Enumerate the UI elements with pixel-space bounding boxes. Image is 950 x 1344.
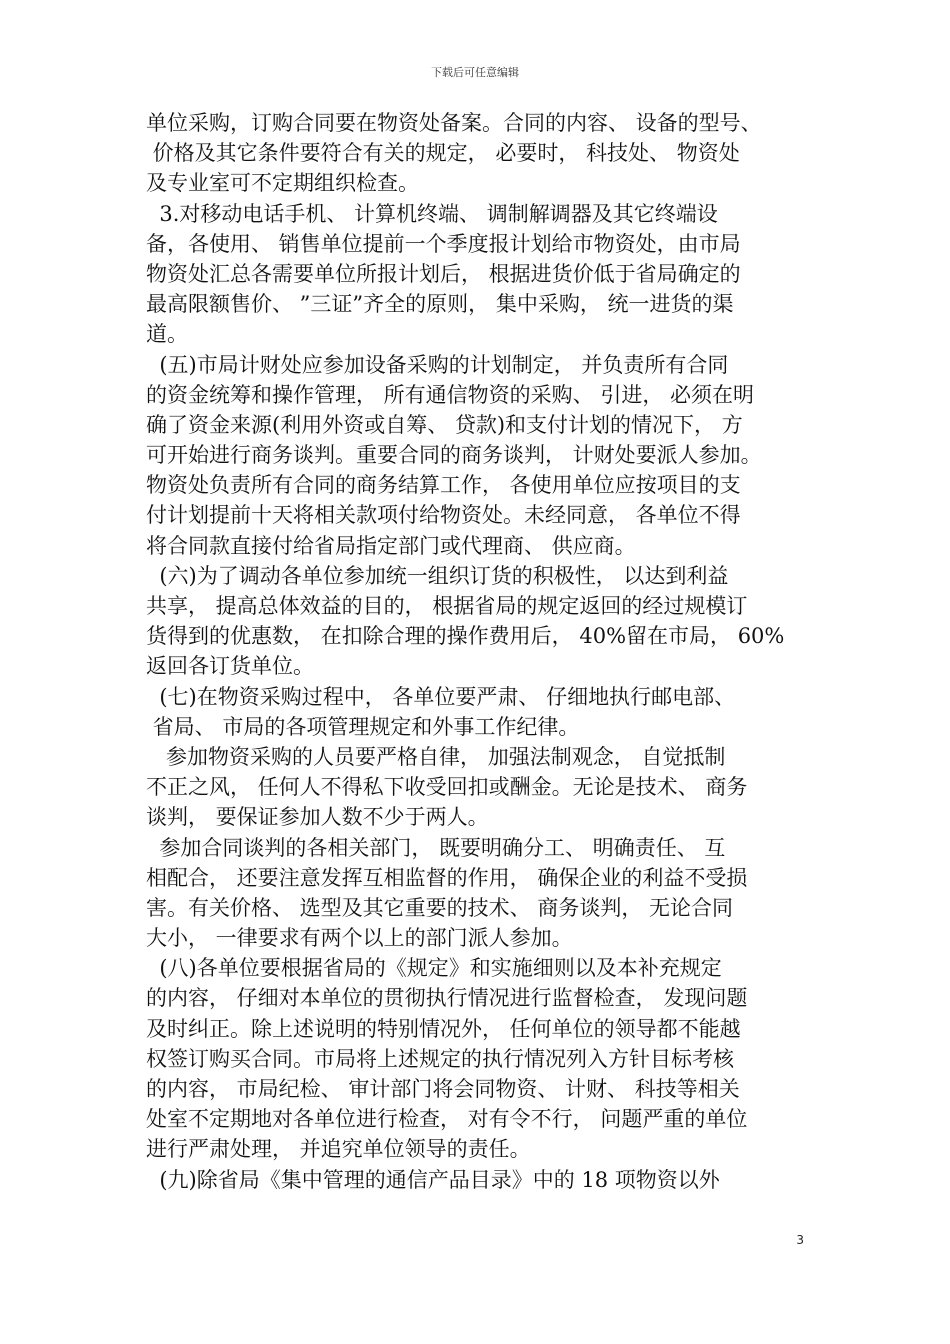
- text-line: 物资处负责所有合同的商务结算工作， 各使用单位应按项目的支: [146, 473, 741, 498]
- text-line: 参加合同谈判的各相关部门， 既要明确分工、 明确责任、 互: [146, 835, 726, 860]
- text-line: 参加物资采购的人员要严格自律， 加强法制观念， 自觉抵制: [146, 744, 726, 769]
- text-line: 进行严肃处理， 并追究单位领导的责任。: [146, 1137, 531, 1162]
- text-line: 物资处汇总各需要单位所报计划后， 根据进货价低于省局确定的: [146, 261, 741, 286]
- text-line: 价格及其它条件要符合有关的规定， 必要时， 科技处、 物资处: [146, 141, 740, 166]
- text-line: 备，各使用、 销售单位提前一个季度报计划给市物资处，由市局: [146, 231, 741, 256]
- text-line: (五)市局计财处应参加设备采购的计划制定， 并负责所有合同: [146, 352, 729, 377]
- text-line: 省局、 市局的各项管理规定和外事工作纪律。: [146, 714, 580, 739]
- text-line: 共享， 提高总体效益的目的， 根据省局的规定返回的经过规模订: [146, 594, 748, 618]
- text-line: (七)在物资采购过程中， 各单位要严肃、 仔细地执行邮电部、: [146, 684, 736, 709]
- text-line: 及时纠正。除上述说明的特别情况外， 任何单位的领导都不能越: [146, 1016, 741, 1041]
- text-line: 将合同款直接付给省局指定部门或代理商、 供应商。: [146, 533, 636, 558]
- text-line: 及专业室可不定期组织检查。: [146, 171, 419, 196]
- text-line: (六)为了调动各单位参加统一组织订货的积极性， 以达到利益: [146, 563, 729, 588]
- text-line: (九)除省局《集中管理的通信产品目录》中的 18 项物资以外: [146, 1167, 720, 1192]
- document-body: [146, 108, 816, 1195]
- text-line: 权签订购买合同。市局将上述规定的执行情况列入方针目标考核: [146, 1046, 734, 1071]
- text-line: 确了资金来源(利用外资或自筹、 贷款)和支付计划的情况下， 方: [146, 412, 743, 437]
- text-line: 谈判， 要保证参加人数不少于两人。: [146, 805, 489, 830]
- text-line: 货得到的优惠数， 在扣除合理的操作费用后， 40%留在市局， 60%: [146, 624, 785, 649]
- text-line: 相配合， 还要注意发挥互相监督的作用， 确保企业的利益不受损: [146, 865, 748, 890]
- text-line: 付计划提前十天将相关款项付给物资处。未经同意， 各单位不得: [146, 503, 741, 528]
- text-line: 处室不定期地对各单位进行检查， 对有令不行， 问题严重的单位: [146, 1107, 748, 1132]
- text-line: 不正之风， 任何人不得私下收受回扣或酬金。无论是技术、 商务: [146, 775, 748, 800]
- text-line: 的资金统筹和操作管理， 所有通信物资的采购、 引进， 必须在明: [146, 382, 755, 407]
- text-line: 单位采购，订购合同要在物资处备案。合同的内容、 设备的型号、: [146, 111, 762, 135]
- text-line: 可开始进行商务谈判。重要合同的商务谈判， 计财处要派人参加。: [146, 443, 762, 468]
- text-line: 道。: [146, 322, 188, 347]
- page-header: 下载后可任意编辑: [431, 66, 519, 79]
- text-line: 的内容， 仔细对本单位的贯彻执行情况进行监督检查， 发现问题: [146, 986, 748, 1011]
- text-line: 的内容， 市局纪检、 审计部门将会同物资、 计财、 科技等相关: [146, 1077, 740, 1101]
- text-line: 最高限额售价、 ”三证”齐全的原则， 集中采购， 统一进货的渠: [146, 292, 734, 317]
- text-line: 大小， 一律要求有两个以上的部门派人参加。: [146, 926, 573, 951]
- text-line: 3.对移动电话手机、 计算机终端、 调制解调器及其它终端设: [146, 201, 718, 226]
- text-line: 害。有关价格、 选型及其它重要的技术、 商务谈判， 无论合同: [146, 895, 734, 920]
- text-line: 返回各订货单位。: [146, 654, 314, 679]
- page-number: 3: [796, 1233, 804, 1247]
- text-line: (八)各单位要根据省局的《规定》和实施细则以及本补充规定: [146, 956, 722, 981]
